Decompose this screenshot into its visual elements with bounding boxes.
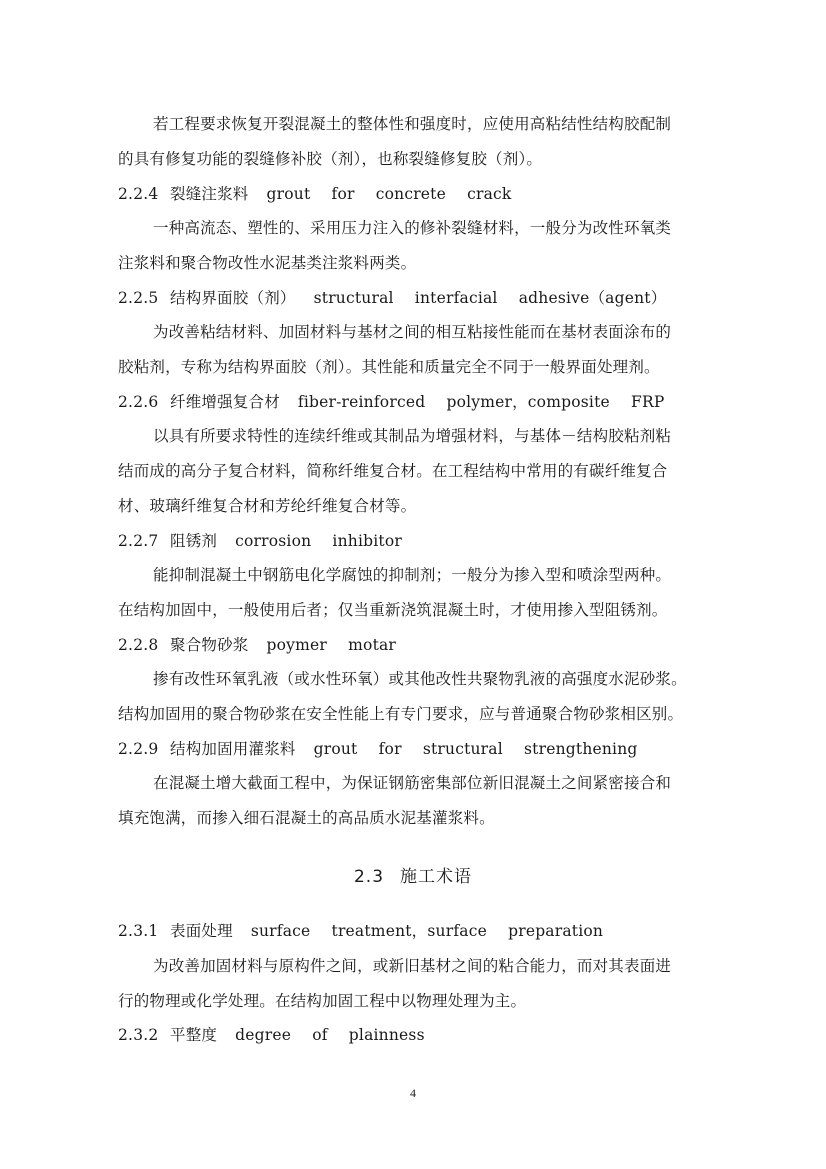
term-heading-2-2-5 — [118, 288, 666, 308]
term-heading-2-2-8 — [118, 635, 396, 655]
section-heading — [0, 862, 826, 887]
term-chinese: 平整度 — [170, 1026, 218, 1044]
body-text-line: 注浆料和聚合物改性水泥基类注浆料两类。 — [118, 254, 417, 272]
page-number: 4 — [410, 1086, 416, 1100]
body-text-line: 为改善粘结材料、加固材料与基材之间的相互粘接性能而在基材表面涂布的 — [153, 323, 672, 341]
term-number: 2.2.6 — [118, 393, 159, 411]
term-english: fiber-reinforced polymer，composite FRP — [297, 393, 665, 411]
term-heading-2-2-4 — [118, 184, 512, 204]
body-text-line: 以具有所要求特性的连续纤维或其制品为增强材料，与基体－结构胶粘剂粘 — [153, 427, 672, 445]
body-text-line: 在结构加固中，一般使用后者；仅当重新浇筑混凝土时，才使用掺入型阻锈剂。 — [118, 601, 668, 619]
term-number: 2.2.4 — [118, 185, 159, 203]
term-number: 2.2.5 — [118, 289, 159, 307]
term-english: degree of plainness — [235, 1026, 425, 1044]
term-number: 2.3.1 — [118, 922, 159, 940]
body-text-line: 掺有改性环氧乳液（或水性环氧）或其他改性共聚物乳液的高强度水泥砂浆。 — [153, 670, 687, 688]
body-text-line: 为改善加固材料与原构件之间，或新旧基材之间的粘合能力，而对其表面进 — [153, 957, 672, 975]
term-heading-2-2-9 — [118, 739, 638, 759]
term-heading-2-3-1 — [118, 921, 603, 941]
term-heading-2-2-7 — [118, 531, 402, 551]
term-chinese: 阻锈剂 — [170, 532, 218, 550]
body-text-line: 结而成的高分子复合材料，简称纤维复合材。在工程结构中常用的有碳纤维复合 — [118, 462, 668, 480]
body-text-line: 结构加固用的聚合物砂浆在安全性能上有专门要求，应与普通聚合物砂浆相区别。 — [118, 705, 684, 723]
term-heading-2-2-6 — [118, 392, 664, 412]
term-english: grout for concrete crack — [266, 185, 512, 203]
body-text-line: 填充饱满，而掺入细石混凝土的高品质水泥基灌浆料。 — [118, 809, 495, 827]
term-chinese: 纤维增强复合材 — [170, 393, 280, 411]
term-english: grout for structural strengthening — [313, 740, 638, 758]
body-text-line: 的具有修复功能的裂缝修补胶（剂），也称裂缝修复胶（剂）。 — [118, 150, 543, 168]
body-text-line: 材、玻璃纤维复合材和芳纶纤维复合材等。 — [118, 497, 417, 515]
term-number: 2.2.9 — [118, 740, 159, 758]
term-english: poymer motar — [266, 636, 397, 654]
term-chinese: 表面处理 — [170, 922, 233, 940]
term-number: 2.2.7 — [118, 532, 159, 550]
section-number: 2.3 — [353, 867, 385, 887]
term-number: 2.2.8 — [118, 636, 159, 654]
term-chinese: 结构加固用灌浆料 — [170, 740, 296, 758]
body-text-line: 行的物理或化学处理。在结构加固工程中以物理处理为主。 — [118, 992, 527, 1010]
term-english: surface treatment，surface preparation — [250, 922, 604, 940]
term-english: corrosion inhibitor — [235, 532, 402, 550]
body-text-line: 在混凝土增大截面工程中，为保证钢筋密集部位新旧混凝土之间紧密接合和 — [153, 774, 672, 792]
term-heading-2-3-2 — [118, 1025, 425, 1045]
term-chinese: 聚合物砂浆 — [170, 636, 249, 654]
term-english: structural interfacial adhesive（agent） — [313, 289, 667, 307]
term-chinese: 结构界面胶（剂） — [170, 289, 296, 307]
body-text-line: 一种高流态、塑性的、采用压力注入的修补裂缝材料，一般分为改性环氧类 — [153, 219, 672, 237]
body-text-line: 能抑制混凝土中钢筋电化学腐蚀的抑制剂；一般分为掺入型和喷涂型两种。 — [153, 566, 672, 584]
term-chinese: 裂缝注浆料 — [170, 185, 249, 203]
body-text-line: 若工程要求恢复开裂混凝土的整体性和强度时，应使用高粘结性结构胶配制 — [153, 115, 672, 133]
term-number: 2.3.2 — [118, 1026, 159, 1044]
body-text-line: 胶粘剂，专称为结构界面胶（剂）。其性能和质量完全不同于一般界面处理剂。 — [118, 358, 660, 376]
section-title: 施工术语 — [400, 867, 473, 887]
